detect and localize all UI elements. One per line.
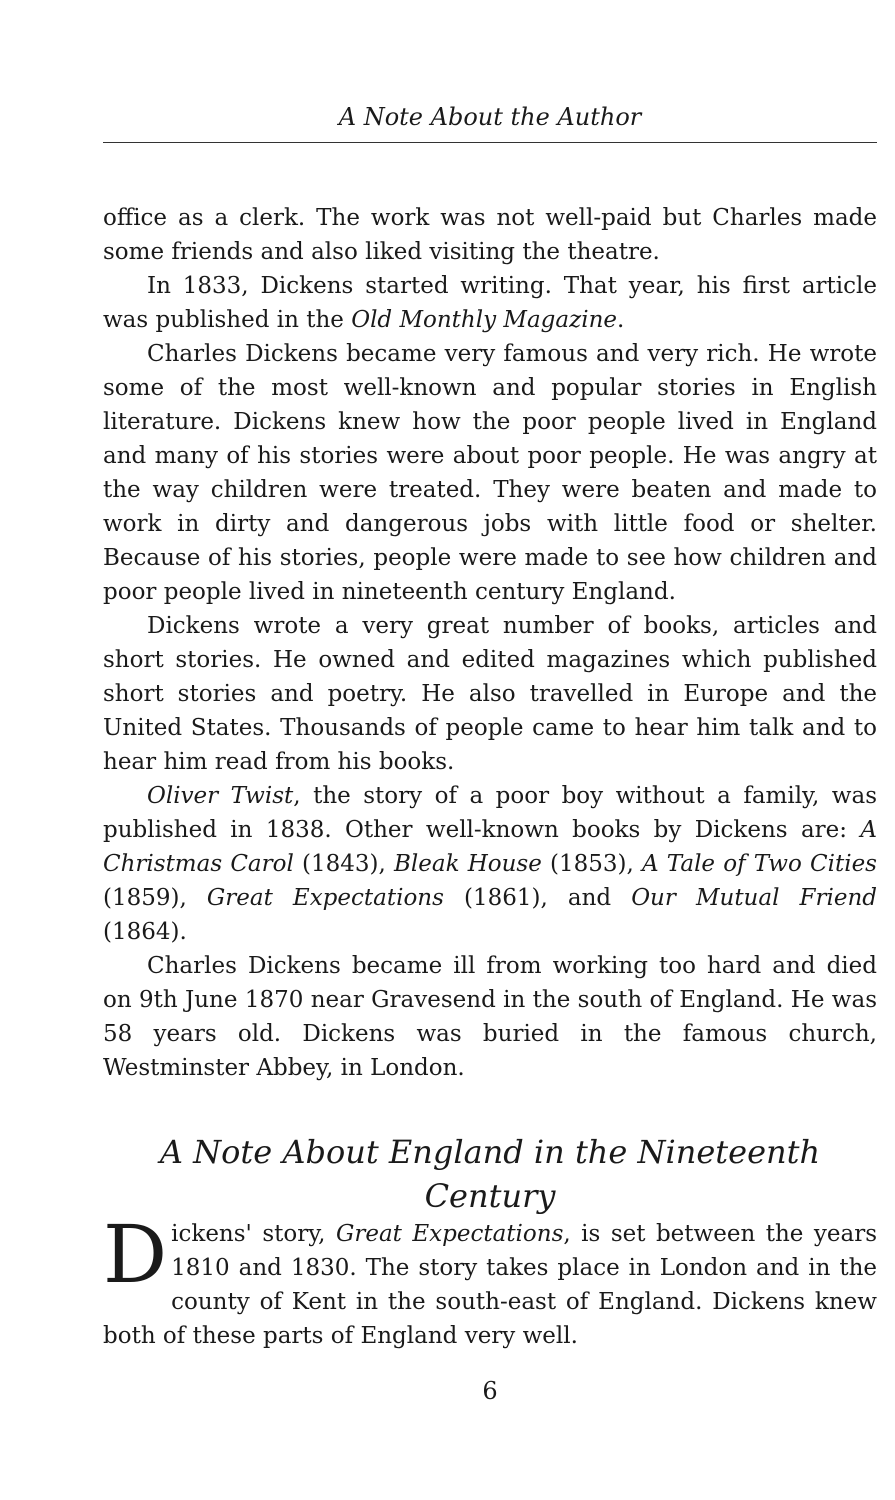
paragraph-3: Charles Dickens became very famous and very rich. He wrote some of the most well-known and popular stories in English literature. Dickens knew how the poor people lived in England and many of his stories were about poor people. He was angry at the way children were treated. They were beaten and made to work in dirty and dangerous jobs with little food or shelter. Because of his stories, people were made to see how children and poor people lived in nineteenth century England.: [103, 341, 877, 605]
paragraph-5-text-1: , the story of a poor boy without a family, was published in 1838. Other well-known books by Dickens are:: [103, 783, 878, 843]
book-title-tale-of-two-cities: A Tale of Two Cities: [642, 851, 877, 877]
paragraph-5-text-6: (1864).: [103, 919, 187, 945]
drop-cap: D: [103, 1208, 168, 1301]
running-head: A Note About the Author: [338, 103, 642, 131]
page-number: 6: [482, 1377, 498, 1405]
paragraph-2: [103, 269, 877, 337]
paragraph-5-text-4: (1859),: [103, 885, 207, 911]
england-paragraph-1-text-a: ickens' story,: [171, 1221, 336, 1247]
paragraph-4: Dickens wrote a very great number of books, articles and short stories. He owned and edited magazines which published short stories and poetry. He also travelled in Europe and the United States. Thousands of people came to hear him talk and to hear him read from his books.: [103, 613, 877, 775]
paragraph-1: office as a clerk. The work was not well-paid but Charles made some friends and also liked visiting the theatre.: [103, 205, 877, 265]
england-note-body: [103, 1208, 878, 1353]
paragraph-5-text-5: (1861), and: [443, 885, 632, 911]
book-title-our-mutual-friend: Our Mutual Friend: [631, 885, 877, 911]
england-paragraph-1: [103, 1208, 878, 1353]
section-title: A Note About England in the Nineteenth Century: [159, 1133, 821, 1215]
paragraph-2-text-a: In 1833, Dickens started writing. That year, his first article was published in the: [103, 273, 877, 333]
book-title-oliver-twist: Oliver Twist: [147, 783, 294, 809]
paragraph-2-text-b: .: [617, 307, 625, 333]
magazine-title: Old Monthly Magazine: [351, 307, 617, 333]
book-title-great-expectations-2: Great Expectations: [335, 1221, 564, 1247]
header-rule: [103, 142, 877, 143]
book-title-great-expectations: Great Expectations: [206, 885, 444, 911]
book-title-bleak-house: Bleak House: [394, 851, 542, 877]
book-title-christmas-carol: A Christmas Carol: [103, 817, 877, 877]
paragraph-5-text-2: (1843),: [293, 851, 394, 877]
paragraph-5: [103, 779, 877, 949]
paragraph-6: Charles Dickens became ill from working too hard and died on 9th June 1870 near Gravesend in the south of England. He was 58 years old. Dickens was buried in the famous church, Westminster Abbey, in London.: [103, 953, 877, 1081]
author-note-body: [103, 201, 877, 1085]
england-paragraph-1-text-b: , is set between the years 1810 and 1830. The story takes place in London and in the county of Kent in the south-east of England. Dickens knew both of these parts of England very well.: [103, 1221, 878, 1349]
paragraph-5-text-3: (1853),: [541, 851, 643, 877]
